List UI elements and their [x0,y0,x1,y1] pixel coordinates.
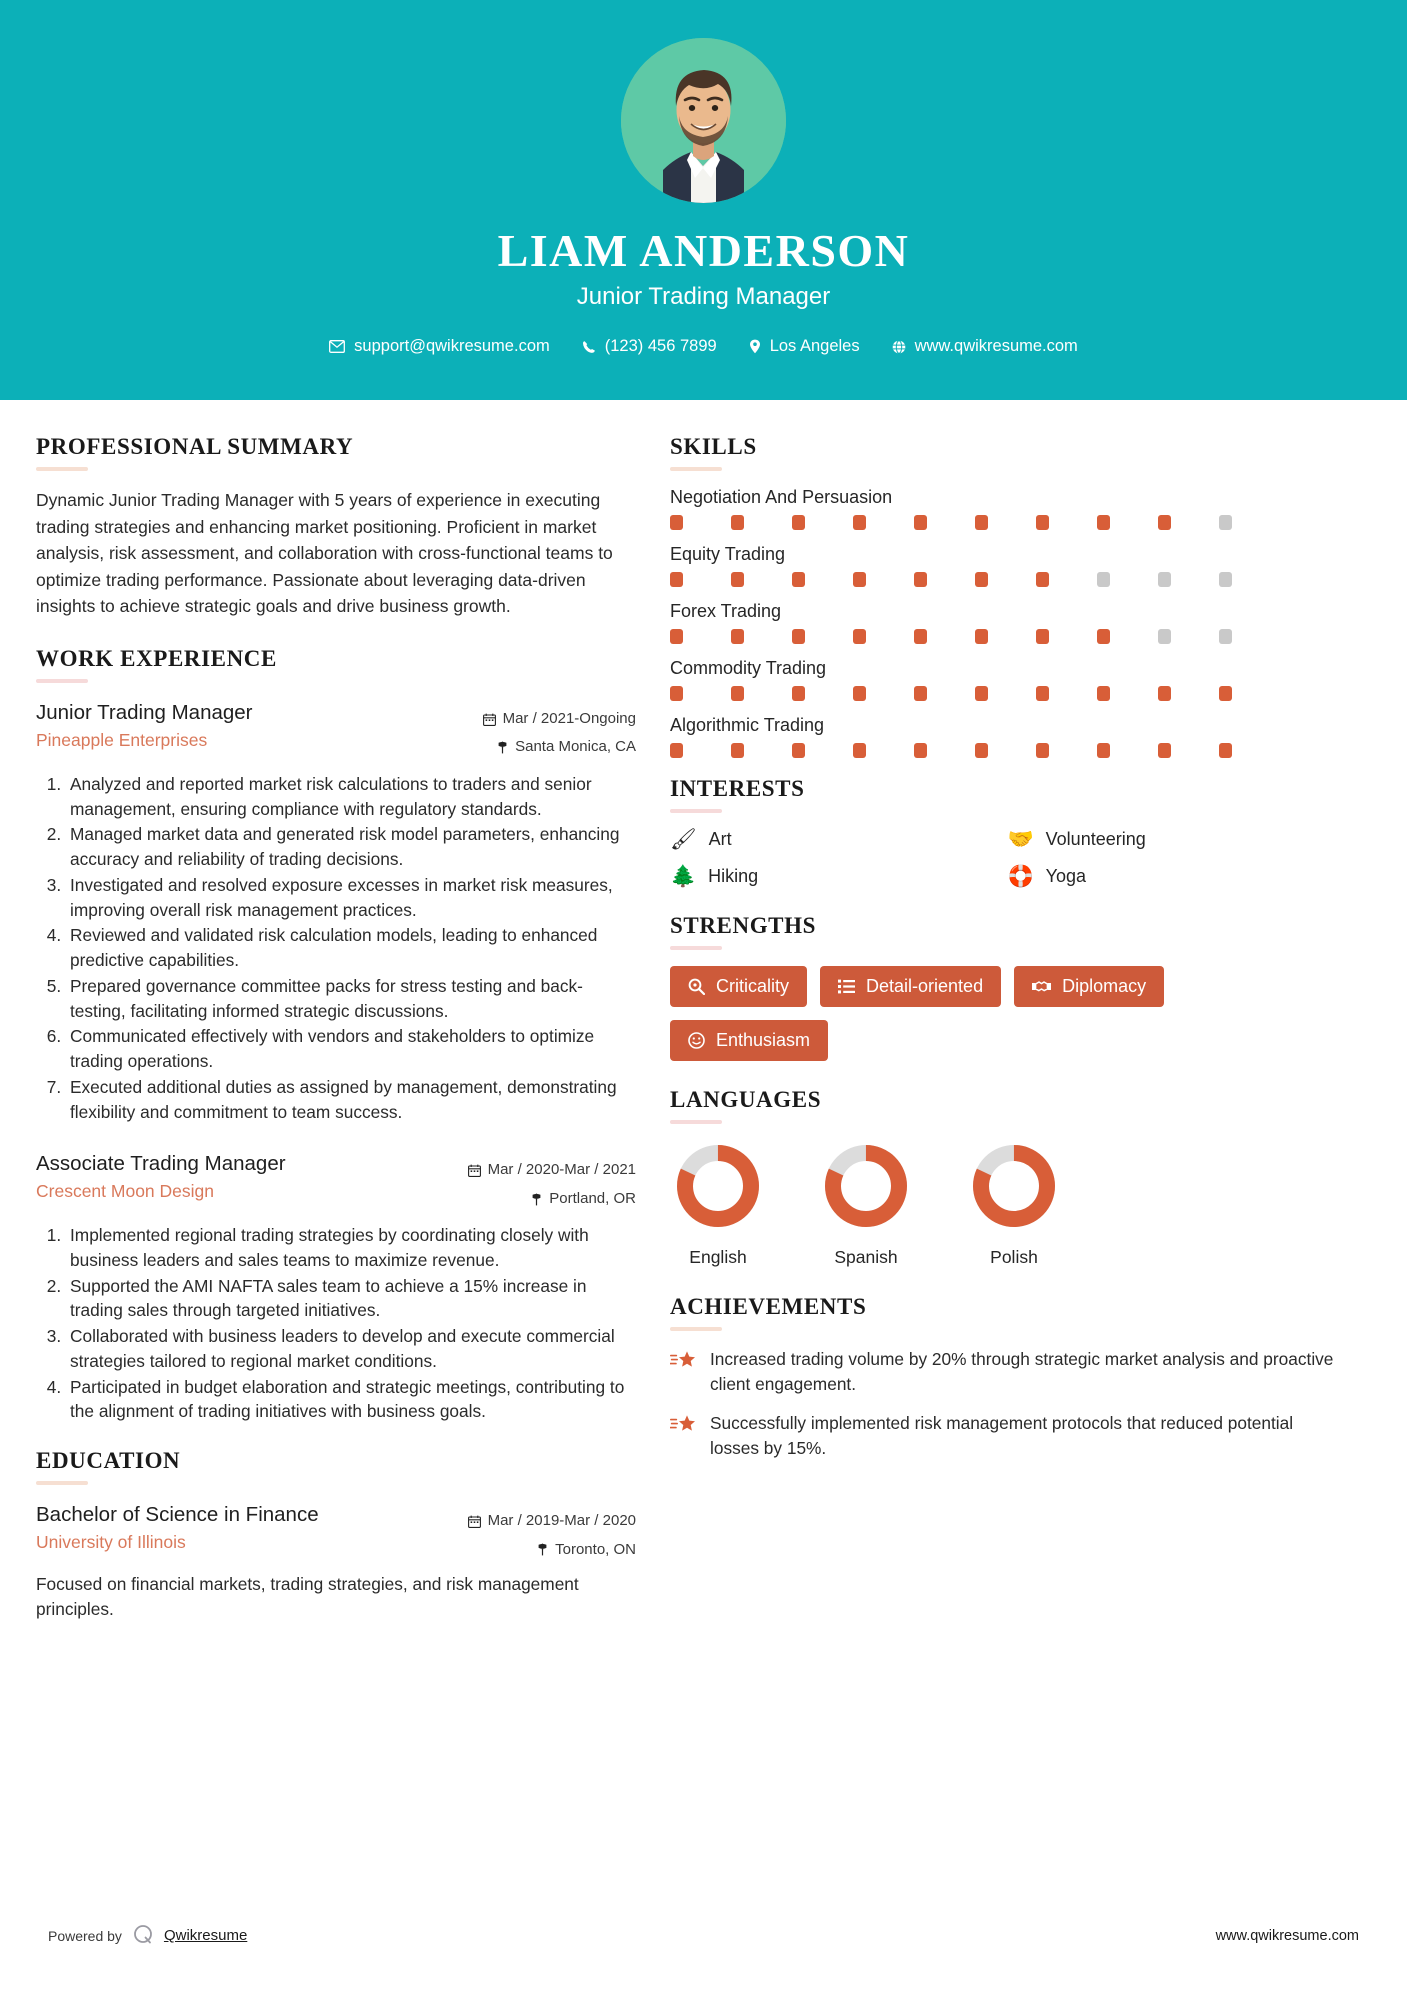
skill-dot-filled [975,572,988,587]
interest-label: Hiking [708,866,759,886]
job-role: Junior Trading Manager [36,700,253,724]
strengths-grid [670,966,1335,1061]
calendar-icon [468,1515,481,1528]
strength-label: Criticality [716,976,790,996]
resume-header [0,0,1407,400]
section-divider [670,467,722,471]
job-meta [468,1150,636,1213]
job-location-line [468,1185,636,1214]
achievement-item [670,1411,1335,1461]
experience-heading: WORK EXPERIENCE [36,645,277,671]
strength-label: Enthusiasm [716,1030,811,1050]
list-item: 4. Reviewed and validated risk calculation models, leading to enhanced predictive capabilities. [66,923,636,972]
skill-dot-filled [914,515,927,530]
skill-name: Forex Trading [670,601,782,621]
paintbrush-icon: 🖌 [670,828,697,851]
language-donut-chart [820,1140,912,1232]
skill-dot-empty [1219,572,1232,587]
job-company: Crescent Moon Design [36,1180,214,1201]
section-skills [670,434,1335,758]
interest-label: Volunteering [1045,829,1146,849]
calendar-icon [468,1164,481,1177]
skill-dot-filled [914,572,927,587]
summary-heading: PROFESSIONAL SUMMARY [36,434,354,459]
interest-item [1008,866,1336,887]
contact-location-text: Los Angeles [769,337,860,356]
section-work-experience [36,646,636,1424]
skill-dot-filled [670,743,683,758]
skills-heading: SKILLS [670,434,757,459]
job-bullets [36,1223,636,1424]
skill-dot-filled [975,743,988,758]
handshake-icon [1032,979,1051,994]
education-heading: EDUCATION [36,1448,181,1474]
skill-dot-empty [1097,572,1110,587]
skill-dot-filled [1097,629,1110,644]
languages-row [670,1140,1335,1268]
interest-item [670,866,998,887]
section-interests [670,776,1335,887]
strength-chip-diplomacy [1014,966,1164,1007]
location-pin-icon [749,339,761,354]
contact-row [0,337,1407,356]
contact-phone-text: (123) 456 7899 [604,337,717,356]
interest-item [1008,829,1336,850]
skill-dot-filled [792,743,805,758]
skill-dot-filled [853,629,866,644]
skill-block [670,715,1335,758]
strengths-heading: STRENGTHS [670,913,817,938]
skill-dot-filled [975,515,988,530]
education-degree: Bachelor of Science in Finance [36,1503,319,1527]
education-meta [468,1501,636,1564]
skill-name: Negotiation And Persuasion [670,487,893,507]
section-divider [670,946,722,950]
handshake-icon: 🤝 [1007,828,1034,851]
contact-email[interactable] [313,337,566,356]
skill-dot-empty [1219,629,1232,644]
skill-dot-filled [1036,515,1049,530]
skill-dot-filled [1097,686,1110,701]
list-item: 1. Implemented regional trading strategies by coordinating closely with business leaders and sales teams to maximize revenue. [66,1223,636,1272]
page-title: LIAM ANDERSON [497,225,910,276]
education-description: Focused on financial markets, trading strategies, and risk management principles. [36,1574,579,1620]
contact-email-text: support@qwikresume.com [354,337,550,356]
shooting-star-icon [670,1411,696,1441]
left-column [36,434,636,1648]
skill-dot-filled [670,629,683,644]
education-entry [36,1501,636,1622]
shooting-star-icon [670,1347,696,1377]
achievements-heading: ACHIEVEMENTS [670,1294,867,1319]
skill-name: Algorithmic Trading [670,715,825,735]
footer [0,1923,1407,1948]
section-professional-summary [36,434,636,620]
skill-dot-filled [670,686,683,701]
education-date-line [468,1507,636,1536]
header-job-title: Junior Trading Manager [576,283,831,311]
skill-block [670,601,1335,644]
job-location-line [483,733,636,762]
section-divider [36,679,88,683]
section-achievements [670,1294,1335,1461]
magnifier-icon [688,978,705,995]
list-item: 7. Executed additional duties as assigned by management, demonstrating flexibility and commitment to team success. [66,1075,636,1124]
job-date: Mar / 2021-Ongoing [502,709,636,727]
skill-dot-filled [1036,629,1049,644]
skill-dot-filled [1036,686,1049,701]
skill-dot-filled [853,686,866,701]
footer-website[interactable]: www.qwikresume.com [1215,1927,1359,1944]
skill-dot-filled [1036,743,1049,758]
skill-block [670,487,1335,530]
interests-heading: INTERESTS [670,776,805,801]
list-icon [838,979,855,994]
interests-grid [670,829,1335,887]
skill-dot-filled [853,572,866,587]
skill-dot-filled [731,629,744,644]
section-education [36,1448,636,1622]
skill-dot-filled [914,686,927,701]
section-languages [670,1087,1335,1268]
achievement-item [670,1347,1335,1397]
skill-dot-filled [731,743,744,758]
section-divider [670,809,722,813]
strength-chip-detail-oriented [820,966,1001,1007]
language-donut-chart [672,1140,764,1232]
skill-dot-filled [1158,686,1171,701]
powered-by-label: Powered by [48,1927,122,1944]
list-item: 4. Participated in budget elaboration and strategic meetings, contributing to the alignment of trading initiatives with business goals. [66,1375,636,1424]
skill-dot-filled [731,572,744,587]
skill-dot-filled [975,629,988,644]
list-item: 6. Communicated effectively with vendors and stakeholders to optimize trading operations. [66,1024,636,1073]
right-column [670,434,1335,1648]
skill-rating-dots [670,515,1335,530]
achievement-text: Successfully implemented risk management protocols that reduced potential losses by 15%. [710,1413,1294,1459]
avatar [621,38,786,203]
language-item [670,1140,766,1268]
skill-dot-filled [914,743,927,758]
skill-dot-filled [731,515,744,530]
evergreen-tree-icon: 🌲 [670,865,697,888]
section-divider [670,1120,722,1124]
achievement-text: Increased trading volume by 20% through strategic market analysis and proactive client engagement. [710,1349,1334,1395]
language-item [966,1140,1062,1268]
map-pin-icon [497,741,508,754]
skill-dot-filled [792,686,805,701]
skill-rating-dots [670,572,1335,587]
skill-dot-filled [792,629,805,644]
skill-dot-empty [1158,572,1171,587]
skill-dot-filled [731,686,744,701]
summary-text: Dynamic Junior Trading Manager with 5 years of experience in executing trading strategies and enhancing market positioning. Proficient in market analysis, risk assessment, and collaboration with cross-functional teams to optimize trading performance. Passionate about leveraging data-driven insights to achieve strategic goals and drive business growth. [36,490,613,617]
footer-left [48,1923,247,1948]
skill-dot-filled [853,515,866,530]
interest-label: Yoga [1045,866,1087,886]
skill-dot-filled [1158,743,1171,758]
job-role: Associate Trading Manager [36,1152,286,1176]
interest-item [670,829,998,850]
education-school: University of Illinois [36,1531,186,1552]
skill-dot-filled [1158,515,1171,530]
section-divider [36,467,88,471]
section-divider [36,1481,88,1485]
qwikresume-logo-icon [132,1923,154,1948]
skill-rating-dots [670,686,1335,701]
section-divider [670,1327,722,1331]
job-date-line [483,705,636,734]
contact-website-text: www.qwikresume.com [914,337,1078,356]
list-item: 1. Analyzed and reported market risk calculations to traders and senior management, ensuring compliance with regulatory standards. [66,772,636,821]
list-item: 2. Managed market data and generated risk model parameters, enhancing accuracy and reliability of trading decisions. [66,822,636,871]
skill-block [670,658,1335,701]
skill-dot-filled [1036,572,1049,587]
skill-dot-filled [1219,686,1232,701]
education-location-line [468,1536,636,1565]
job-location: Portland, OR [549,1189,636,1207]
smiley-icon [688,1032,705,1049]
list-item: 3. Investigated and resolved exposure excesses in market risk measures, improving overall risk management practices. [66,873,636,922]
lifebuoy-icon: 🛟 [1007,865,1034,888]
job-company: Pineapple Enterprises [36,729,208,750]
strength-chip-enthusiasm [670,1020,828,1061]
skills-list [670,487,1335,758]
skill-dot-filled [670,515,683,530]
job-date-line [468,1156,636,1185]
skill-dot-filled [1097,515,1110,530]
strength-chip-criticality [670,966,807,1007]
section-strengths [670,913,1335,1061]
list-item: 3. Collaborated with business leaders to develop and execute commercial strategies tailored to regional market conditions. [66,1324,636,1373]
skill-dot-filled [792,572,805,587]
strength-label: Diplomacy [1062,976,1147,996]
globe-icon [892,340,906,354]
map-pin-icon [531,1193,542,1206]
strength-label: Detail-oriented [866,976,984,996]
skill-rating-dots [670,629,1335,644]
job-bullets [36,772,636,1124]
resume-body [0,400,1407,1648]
contact-website[interactable] [876,337,1094,356]
job-date: Mar / 2020-Mar / 2021 [487,1161,636,1179]
skill-dot-filled [975,686,988,701]
skill-dot-filled [914,629,927,644]
experience-entry [36,699,636,1124]
skill-rating-dots [670,743,1335,758]
skill-dot-filled [1097,743,1110,758]
skill-block [670,544,1335,587]
skill-dot-empty [1158,629,1171,644]
list-item: 5. Prepared governance committee packs for stress testing and back-testing, facilitating informed strategic discussions. [66,974,636,1023]
skill-name: Commodity Trading [670,658,827,678]
list-item: 2. Supported the AMI NAFTA sales team to achieve a 15% increase in trading sales through targeted initiatives. [66,1274,636,1323]
contact-phone[interactable] [566,337,733,356]
calendar-icon [483,713,496,726]
skill-name: Equity Trading [670,544,786,564]
envelope-icon [329,340,345,353]
languages-heading: LANGUAGES [670,1087,822,1112]
job-location: Santa Monica, CA [515,738,636,756]
language-donut-chart [968,1140,1060,1232]
skill-dot-filled [670,572,683,587]
contact-location [733,337,876,356]
language-label: Polish [990,1247,1038,1267]
interest-label: Art [708,829,732,849]
job-meta [483,699,636,762]
education-date: Mar / 2019-Mar / 2020 [487,1512,636,1530]
language-label: English [689,1247,747,1267]
skill-dot-empty [1219,515,1232,530]
skill-dot-filled [853,743,866,758]
language-label: Spanish [834,1247,898,1267]
skill-dot-filled [792,515,805,530]
skill-dot-filled [1219,743,1232,758]
footer-brand-link[interactable]: Qwikresume [163,1927,248,1944]
experience-entry [36,1150,636,1424]
education-location: Toronto, ON [555,1540,636,1558]
language-item [818,1140,914,1268]
map-pin-icon [537,1543,548,1556]
avatar-photo-icon [621,38,786,203]
phone-icon [582,340,596,354]
